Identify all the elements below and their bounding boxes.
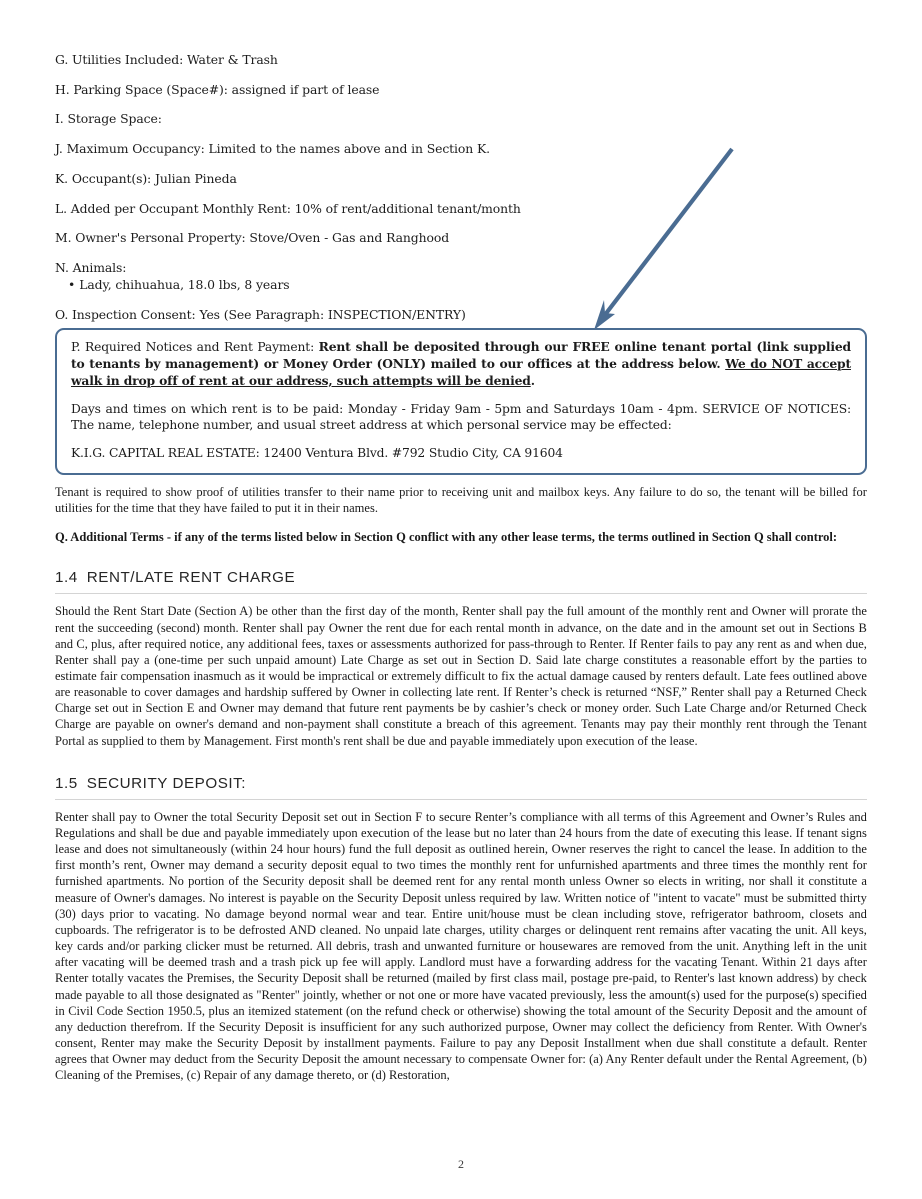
animal-description: Lady, chihuahua, 18.0 lbs, 8 years <box>79 277 290 293</box>
animal-list-item <box>55 277 867 292</box>
lease-item-i: I. Storage Space: <box>55 111 162 127</box>
section-1-5-title: SECURITY DEPOSIT: <box>86 774 247 792</box>
section-1-5-heading <box>55 775 867 799</box>
callout-lead-text: P. Required Notices and Rent Payment: <box>71 340 319 354</box>
bullet-marker: • <box>68 277 76 293</box>
section-1-4-divider <box>55 593 867 594</box>
section-1-4 <box>55 569 867 748</box>
callout-underlined-text: We do NOT accept walk in drop off of rent at our address, such attempts will be denied <box>71 355 851 388</box>
section-q-paragraph: Q. Additional Terms - if any of the terms listed below in Section Q conflict with any other lease terms, the terms outlined in Section Q shall control: <box>55 529 838 545</box>
section-1-4-heading <box>55 569 867 593</box>
tenant-utilities-paragraph: Tenant is required to show proof of utilities transfer to their name prior to receiving unit and mailbox keys. Any failure to do so, the tenant will be billed for utilities for the time that they have failed to put it in their names. <box>55 483 867 516</box>
section-1-5 <box>55 775 867 1084</box>
lease-item-m: M. Owner's Personal Property: Stove/Oven - Gas and Ranghood <box>55 230 450 246</box>
callout-bold-text: Rent shall be deposited through our FREE online tenant portal (link supplied to tenants by management) or Money Order (ONLY) mailed to our offices at the address below. <box>71 339 851 371</box>
section-1-4-body: Should the Rent Start Date (Section A) be other than the first day of the month, Renter shall pay the full amount of the monthly rent and Owner will prorate the rent the succeeding (second) month. Renter shall pay Owner the rent due for each rental month in advance, on the date and in the amount set out in Sections B and C, plus, after required notice, any additional fees, taxes or assessments authorized for pass-through to Renter. If Renter fails to pay any rent as and when due, Renter shall pay a (one-time per such unpaid amount) Late Charge as set out in Section D. Said late charge constitutes a reasonable effort by the parties to estimate fair compensation inasmuch as it would be impractical or extremely difficult to fix the actual damage caused by renters default. Late fees outlined above are reasonable to cover damages and hardship suffered by Owner in collecting late rent. If Renter’s check is returned “NSF,” Renter shall pay a Returned Check Charge set out in Section E and Owner may demand that future rent payments be by cashier’s check or money order. Such Late Charge and/or Returned Check Charge are payable on owner's demand and non-payment shall constitute a breach of this agreement. Tenants may pay their monthly rent through the Tenant Portal as supplied to them by Management. First month's rent shall be due and payable immediately upon execution of the lease. <box>55 603 867 748</box>
callout-paragraph-p <box>71 339 851 390</box>
page-number: 2 <box>458 1157 464 1171</box>
page-content <box>55 52 867 1096</box>
section-1-4-number: 1.4 <box>55 569 78 587</box>
lease-item-j: J. Maximum Occupancy: Limited to the names above and in Section K. <box>55 141 490 157</box>
lease-item-k: K. Occupant(s): Julian Pineda <box>55 170 237 186</box>
lease-item-h: H. Parking Space (Space#): assigned if part of lease <box>55 81 380 97</box>
callout-paragraph-days-times: Days and times on which rent is to be paid: Monday - Friday 9am - 5pm and Saturdays 10am - 4pm. SERVICE OF NOTICES: The name, telephone number, and usual street address at which personal service may be effected: <box>71 401 851 432</box>
required-notices-callout <box>55 328 867 475</box>
section-1-5-body: Renter shall pay to Owner the total Security Deposit set out in Section F to secure Renter’s compliance with all terms of this Agreement and Owner’s Rules and Regulations and shall be due and payable immediately upon execution of the lease but no later than 24 hours from the date of executing this lease. If tenant signs lease and does not simultaneously (within 24 hour hours) fund the full deposit as outlined herein, Owner reserves the right to cancel the lease. In addition to the first month’s rent, Owner may demand a security deposit equal to two times the monthly rent for unfurnished apartments and three times the monthly rent for furnished apartments. No portion of the Security deposit shall be deemed rent for any rental month unless Owner so elects in writing, nor shall it constitute a measure of Owner's damages. No interest is payable on the Security Deposit unless required by law. Written notice of "intent to vacate" must be submitted thirty (30) days prior to vacating. No damage beyond normal wear and tear. Entire unit/house must be clean including stove, refrigerator bathroom, closets and cupboards. The refrigerator is to be defrosted AND cleaned. No unpaid late charges, utility charges or delinquent rent remains after vacating the unit. All keys, key cards and/or parking clicker must be returned. All debris, trash and unwanted furniture or housewares are removed from the unit. Anything left in the unit after vacating will be deemed trash and a trash pick up fee will apply. Landlord must have a forwarding address for the vacating Tenant. Within 21 days after Renter totally vacates the Premises, the Security Deposit shall be returned (mailed by first class mail, postage pre-paid, to Renter's last known address) by check made payable to all those designated as "Renter" jointly, whether or not one or more have vacated previously, less the amount(s) used for the purpose(s) specified in Civil Code Section 1950.5, plus an itemized statement (on the refund check or otherwise) showing the total amount of the Security Deposit and the amount of any deduction therefrom. If the Security Deposit is insufficient for any such authorized purpose, Owner may collect the deficiency from Renter. With Owner's consent, Renter may make the Security Deposit by installment payments. Failure to pay any Deposit Installment when due shall constitute a default. Renter agrees that Owner may deduct from the Security Deposit the amount necessary to compensate Owner for: (a) Any Renter default under the Rental Agreement, (b) Cleaning of the Premises, (c) Repair of any damage thereto, or (d) Restoration, <box>55 808 867 1083</box>
callout-paragraph-address: K.I.G. CAPITAL REAL ESTATE: 12400 Ventura Blvd. #792 Studio City, CA 91604 <box>71 445 563 460</box>
lease-item-g: G. Utilities Included: Water & Trash <box>55 52 278 67</box>
lease-item-l: L. Added per Occupant Monthly Rent: 10% of rent/additional tenant/month <box>55 200 521 216</box>
section-1-5-divider <box>55 799 867 800</box>
section-1-4-title: RENT/LATE RENT CHARGE <box>86 569 296 587</box>
section-1-5-number: 1.5 <box>55 774 78 792</box>
lease-item-n: N. Animals: <box>55 260 127 276</box>
callout-bold-tail: . <box>530 372 535 388</box>
lease-item-o: O. Inspection Consent: Yes (See Paragraph: INSPECTION/ENTRY) <box>55 306 466 322</box>
